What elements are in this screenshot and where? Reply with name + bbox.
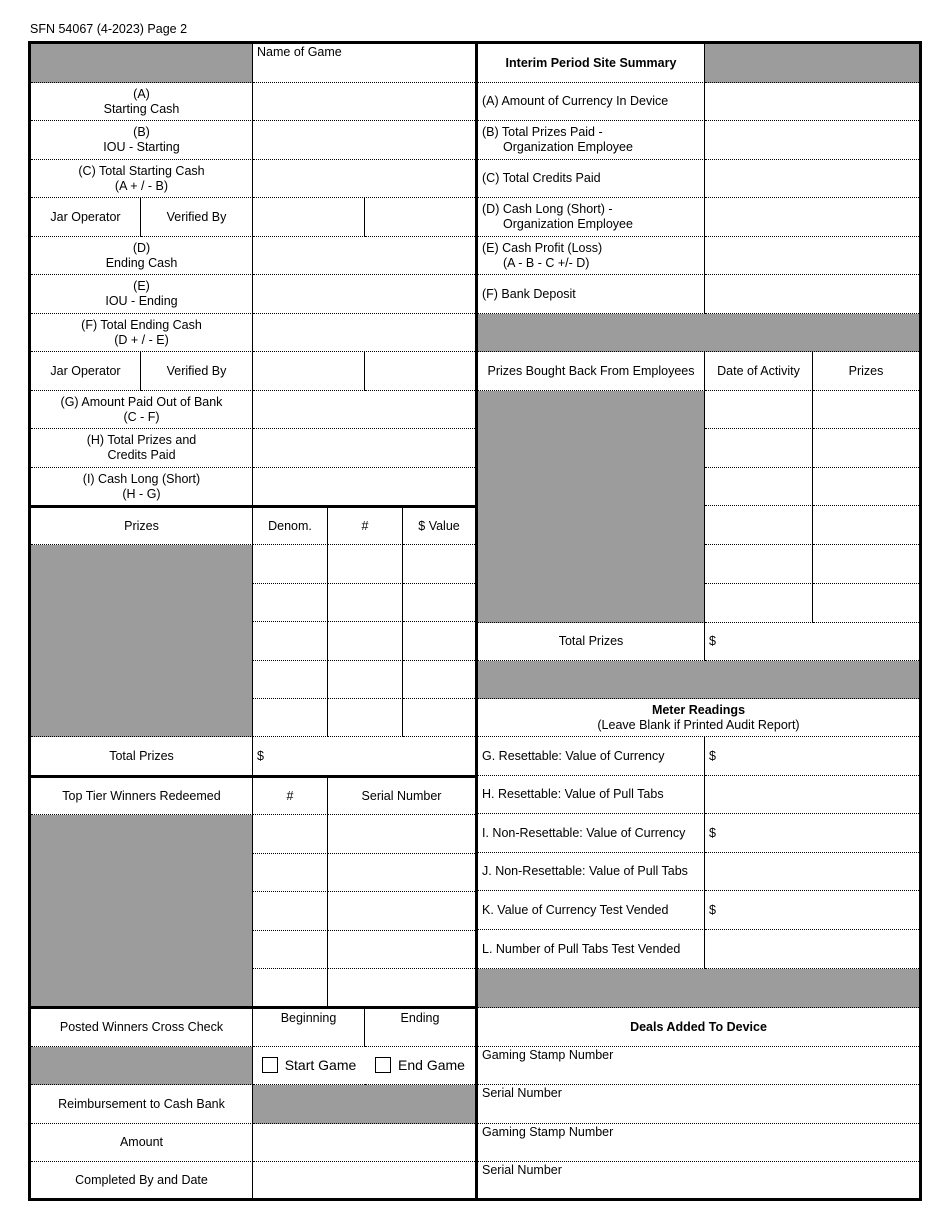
meter-i-label: I. Non-Resettable: Value of Currency xyxy=(478,814,705,853)
activity-prizes-cell[interactable] xyxy=(813,429,919,468)
total-prizes-label: Total Prizes xyxy=(31,737,253,775)
prize-denom-cell[interactable] xyxy=(253,661,328,699)
ending-cash-label: (D) Ending Cash xyxy=(31,237,253,275)
meter-readings-header: Meter Readings (Leave Blank if Printed Audit Report) xyxy=(478,699,919,737)
gaming-stamp-label: Gaming Stamp Number xyxy=(482,1048,614,1062)
end-game-option[interactable] xyxy=(365,1047,475,1085)
prize-value-cell[interactable] xyxy=(403,661,475,699)
top-tier-count-header: # xyxy=(253,778,328,815)
reimbursement-label: Reimbursement to Cash Bank xyxy=(31,1085,253,1124)
dollar-sign: $ xyxy=(257,748,264,763)
activity-prizes-cell[interactable] xyxy=(813,506,919,545)
meter-g-label: G. Resettable: Value of Currency xyxy=(478,737,705,776)
prize-value-cell[interactable] xyxy=(403,699,475,737)
prize-denom-cell[interactable] xyxy=(253,622,328,661)
shaded-cell xyxy=(705,44,919,83)
verified-by-label: Verified By xyxy=(141,352,253,391)
meter-j-field[interactable] xyxy=(705,853,919,891)
meter-j-label: J. Non-Resettable: Value of Pull Tabs xyxy=(478,853,705,891)
top-tier-count-cell[interactable] xyxy=(253,815,328,854)
activity-date-cell[interactable] xyxy=(705,545,813,584)
prize-count-cell[interactable] xyxy=(328,699,403,737)
shaded-cell xyxy=(478,391,705,623)
starting-cash-label: (A) Starting Cash xyxy=(31,83,253,121)
top-tier-serial-header: Serial Number xyxy=(328,778,475,815)
start-game-option[interactable] xyxy=(253,1047,365,1085)
deals-added-title: Deals Added To Device xyxy=(478,1008,919,1047)
bought-back-total-label: Total Prizes xyxy=(478,623,705,661)
cash-profit-loss-label: (E) Cash Profit (Loss) (A - B - C +/- D) xyxy=(478,237,705,275)
meter-g-field[interactable] xyxy=(705,737,919,776)
cash-profit-loss-field[interactable] xyxy=(705,237,919,275)
shaded-cell xyxy=(31,1047,253,1085)
start-game-label: Start Game xyxy=(284,1057,357,1074)
total-ending-cash-label: (F) Total Ending Cash (D + / - E) xyxy=(31,314,253,352)
total-ending-cash-field[interactable] xyxy=(253,314,475,352)
bank-deposit-field[interactable] xyxy=(705,275,919,314)
total-prizes-credits-label: (H) Total Prizes and Credits Paid xyxy=(31,429,253,468)
ending-cash-field[interactable] xyxy=(253,237,475,275)
cash-long-short-label: (I) Cash Long (Short) (H - G) xyxy=(31,468,253,506)
jar-operator-end-field[interactable] xyxy=(253,352,365,391)
total-prizes-field[interactable] xyxy=(253,737,475,775)
ending-field[interactable] xyxy=(365,1009,475,1047)
currency-in-device-label: (A) Amount of Currency In Device xyxy=(478,83,705,121)
prize-count-cell[interactable] xyxy=(328,661,403,699)
top-tier-serial-cell[interactable] xyxy=(328,815,475,854)
deal-serial-field[interactable] xyxy=(478,1085,919,1124)
currency-in-device-field[interactable] xyxy=(705,83,919,121)
meter-k-field[interactable] xyxy=(705,891,919,930)
prize-count-cell[interactable] xyxy=(328,545,403,584)
top-tier-count-cell[interactable] xyxy=(253,892,328,931)
beginning-field[interactable] xyxy=(253,1009,365,1047)
top-tier-count-cell[interactable] xyxy=(253,854,328,892)
posted-winners-label: Posted Winners Cross Check xyxy=(31,1009,253,1047)
cash-long-short-field[interactable] xyxy=(253,468,475,506)
top-tier-count-cell[interactable] xyxy=(253,931,328,969)
top-tier-serial-cell[interactable] xyxy=(328,969,475,1007)
amount-paid-out-field[interactable] xyxy=(253,391,475,429)
meter-k-label: K. Value of Currency Test Vended xyxy=(478,891,705,930)
iou-starting-field[interactable] xyxy=(253,121,475,160)
start-game-checkbox[interactable] xyxy=(262,1057,278,1073)
activity-date-cell[interactable] xyxy=(705,468,813,506)
count-header: # xyxy=(328,508,403,545)
bank-deposit-label: (F) Bank Deposit xyxy=(478,275,705,314)
verified-by-start-field[interactable] xyxy=(365,198,475,237)
prize-denom-cell[interactable] xyxy=(253,584,328,622)
gaming-stamp-label: Gaming Stamp Number xyxy=(482,1125,614,1139)
activity-date-cell[interactable] xyxy=(705,584,813,623)
total-credits-paid-field[interactable] xyxy=(705,160,919,198)
interim-summary-title: Interim Period Site Summary xyxy=(478,44,705,83)
meter-h-label: H. Resettable: Value of Pull Tabs xyxy=(478,776,705,814)
jar-operator-label: Jar Operator xyxy=(31,352,141,391)
prize-value-cell[interactable] xyxy=(403,545,475,584)
prize-value-cell[interactable] xyxy=(403,622,475,661)
prize-count-cell[interactable] xyxy=(328,622,403,661)
bought-back-prizes-header: Prizes xyxy=(813,352,919,391)
dollar-sign: $ xyxy=(709,825,716,840)
jar-operator-label: Jar Operator xyxy=(31,198,141,237)
total-credits-paid-label: (C) Total Credits Paid xyxy=(478,160,705,198)
meter-l-label: L. Number of Pull Tabs Test Vended xyxy=(478,930,705,969)
shaded-cell xyxy=(478,969,919,1008)
bought-back-total-field[interactable] xyxy=(705,623,919,661)
starting-cash-field[interactable] xyxy=(253,83,475,121)
shaded-cell xyxy=(31,44,253,83)
shaded-cell xyxy=(31,815,253,1007)
dollar-sign: $ xyxy=(709,634,716,648)
shaded-cell xyxy=(253,1085,475,1124)
amount-paid-out-label: (G) Amount Paid Out of Bank (C - F) xyxy=(31,391,253,429)
total-starting-cash-label: (C) Total Starting Cash (A + / - B) xyxy=(31,160,253,198)
meter-l-field[interactable] xyxy=(705,930,919,969)
prize-count-cell[interactable] xyxy=(328,584,403,622)
meter-i-field[interactable] xyxy=(705,814,919,853)
amount-label: Amount xyxy=(31,1124,253,1162)
top-tier-serial-cell[interactable] xyxy=(328,892,475,931)
shaded-cell xyxy=(478,314,919,352)
meter-h-field[interactable] xyxy=(705,776,919,814)
shaded-cell xyxy=(31,545,253,737)
date-of-activity-header: Date of Activity xyxy=(705,352,813,391)
top-tier-header: Top Tier Winners Redeemed xyxy=(31,778,253,815)
dollar-sign: $ xyxy=(709,748,716,763)
verified-by-end-field[interactable] xyxy=(365,352,475,391)
gaming-stamp-field[interactable] xyxy=(478,1047,919,1085)
gaming-stamp-field[interactable] xyxy=(478,1124,919,1162)
iou-ending-field[interactable] xyxy=(253,275,475,314)
top-tier-count-cell[interactable] xyxy=(253,969,328,1007)
deal-serial-field[interactable] xyxy=(478,1162,919,1198)
denom-header: Denom. xyxy=(253,508,328,545)
name-of-game-field[interactable] xyxy=(253,44,475,83)
activity-date-cell[interactable] xyxy=(705,429,813,468)
activity-date-cell[interactable] xyxy=(705,391,813,429)
beginning-label: Beginning xyxy=(280,1011,337,1025)
amount-field[interactable] xyxy=(253,1124,475,1162)
prizes-header: Prizes xyxy=(31,508,253,545)
name-of-game-label: Name of Game xyxy=(257,45,342,59)
completed-by-label: Completed By and Date xyxy=(31,1162,253,1198)
iou-ending-label: (E) IOU - Ending xyxy=(31,275,253,314)
prize-value-cell[interactable] xyxy=(403,584,475,622)
activity-prizes-cell[interactable] xyxy=(813,468,919,506)
value-header: $ Value xyxy=(403,508,475,545)
top-tier-serial-cell[interactable] xyxy=(328,931,475,969)
verified-by-label: Verified By xyxy=(141,198,253,237)
total-starting-cash-field[interactable] xyxy=(253,160,475,198)
dollar-sign: $ xyxy=(709,902,716,917)
end-game-checkbox[interactable] xyxy=(375,1057,391,1073)
jar-operator-start-field[interactable] xyxy=(253,198,365,237)
cash-long-short-employee-field[interactable] xyxy=(705,198,919,237)
activity-prizes-cell[interactable] xyxy=(813,391,919,429)
activity-date-cell[interactable] xyxy=(705,506,813,545)
prizes-bought-back-header: Prizes Bought Back From Employees xyxy=(478,352,705,391)
activity-prizes-cell[interactable] xyxy=(813,584,919,623)
shaded-cell xyxy=(478,661,919,699)
activity-prizes-cell[interactable] xyxy=(813,545,919,584)
cash-long-short-employee-label: (D) Cash Long (Short) - Organization Employee xyxy=(478,198,705,237)
prize-denom-cell[interactable] xyxy=(253,699,328,737)
ending-label: Ending xyxy=(400,1011,440,1025)
form-identifier: SFN 54067 (4-2023) Page 2 xyxy=(30,22,188,36)
end-game-label: End Game xyxy=(398,1057,465,1074)
iou-starting-label: (B) IOU - Starting xyxy=(31,121,253,160)
total-prizes-credits-field[interactable] xyxy=(253,429,475,468)
completed-by-field[interactable] xyxy=(253,1162,475,1198)
deal-serial-label: Serial Number xyxy=(482,1163,562,1177)
total-prizes-paid-label: (B) Total Prizes Paid - Organization Employee xyxy=(478,121,705,160)
prize-denom-cell[interactable] xyxy=(253,545,328,584)
top-tier-serial-cell[interactable] xyxy=(328,854,475,892)
total-prizes-paid-field[interactable] xyxy=(705,121,919,160)
audit-form xyxy=(28,41,922,1201)
deal-serial-label: Serial Number xyxy=(482,1086,562,1100)
